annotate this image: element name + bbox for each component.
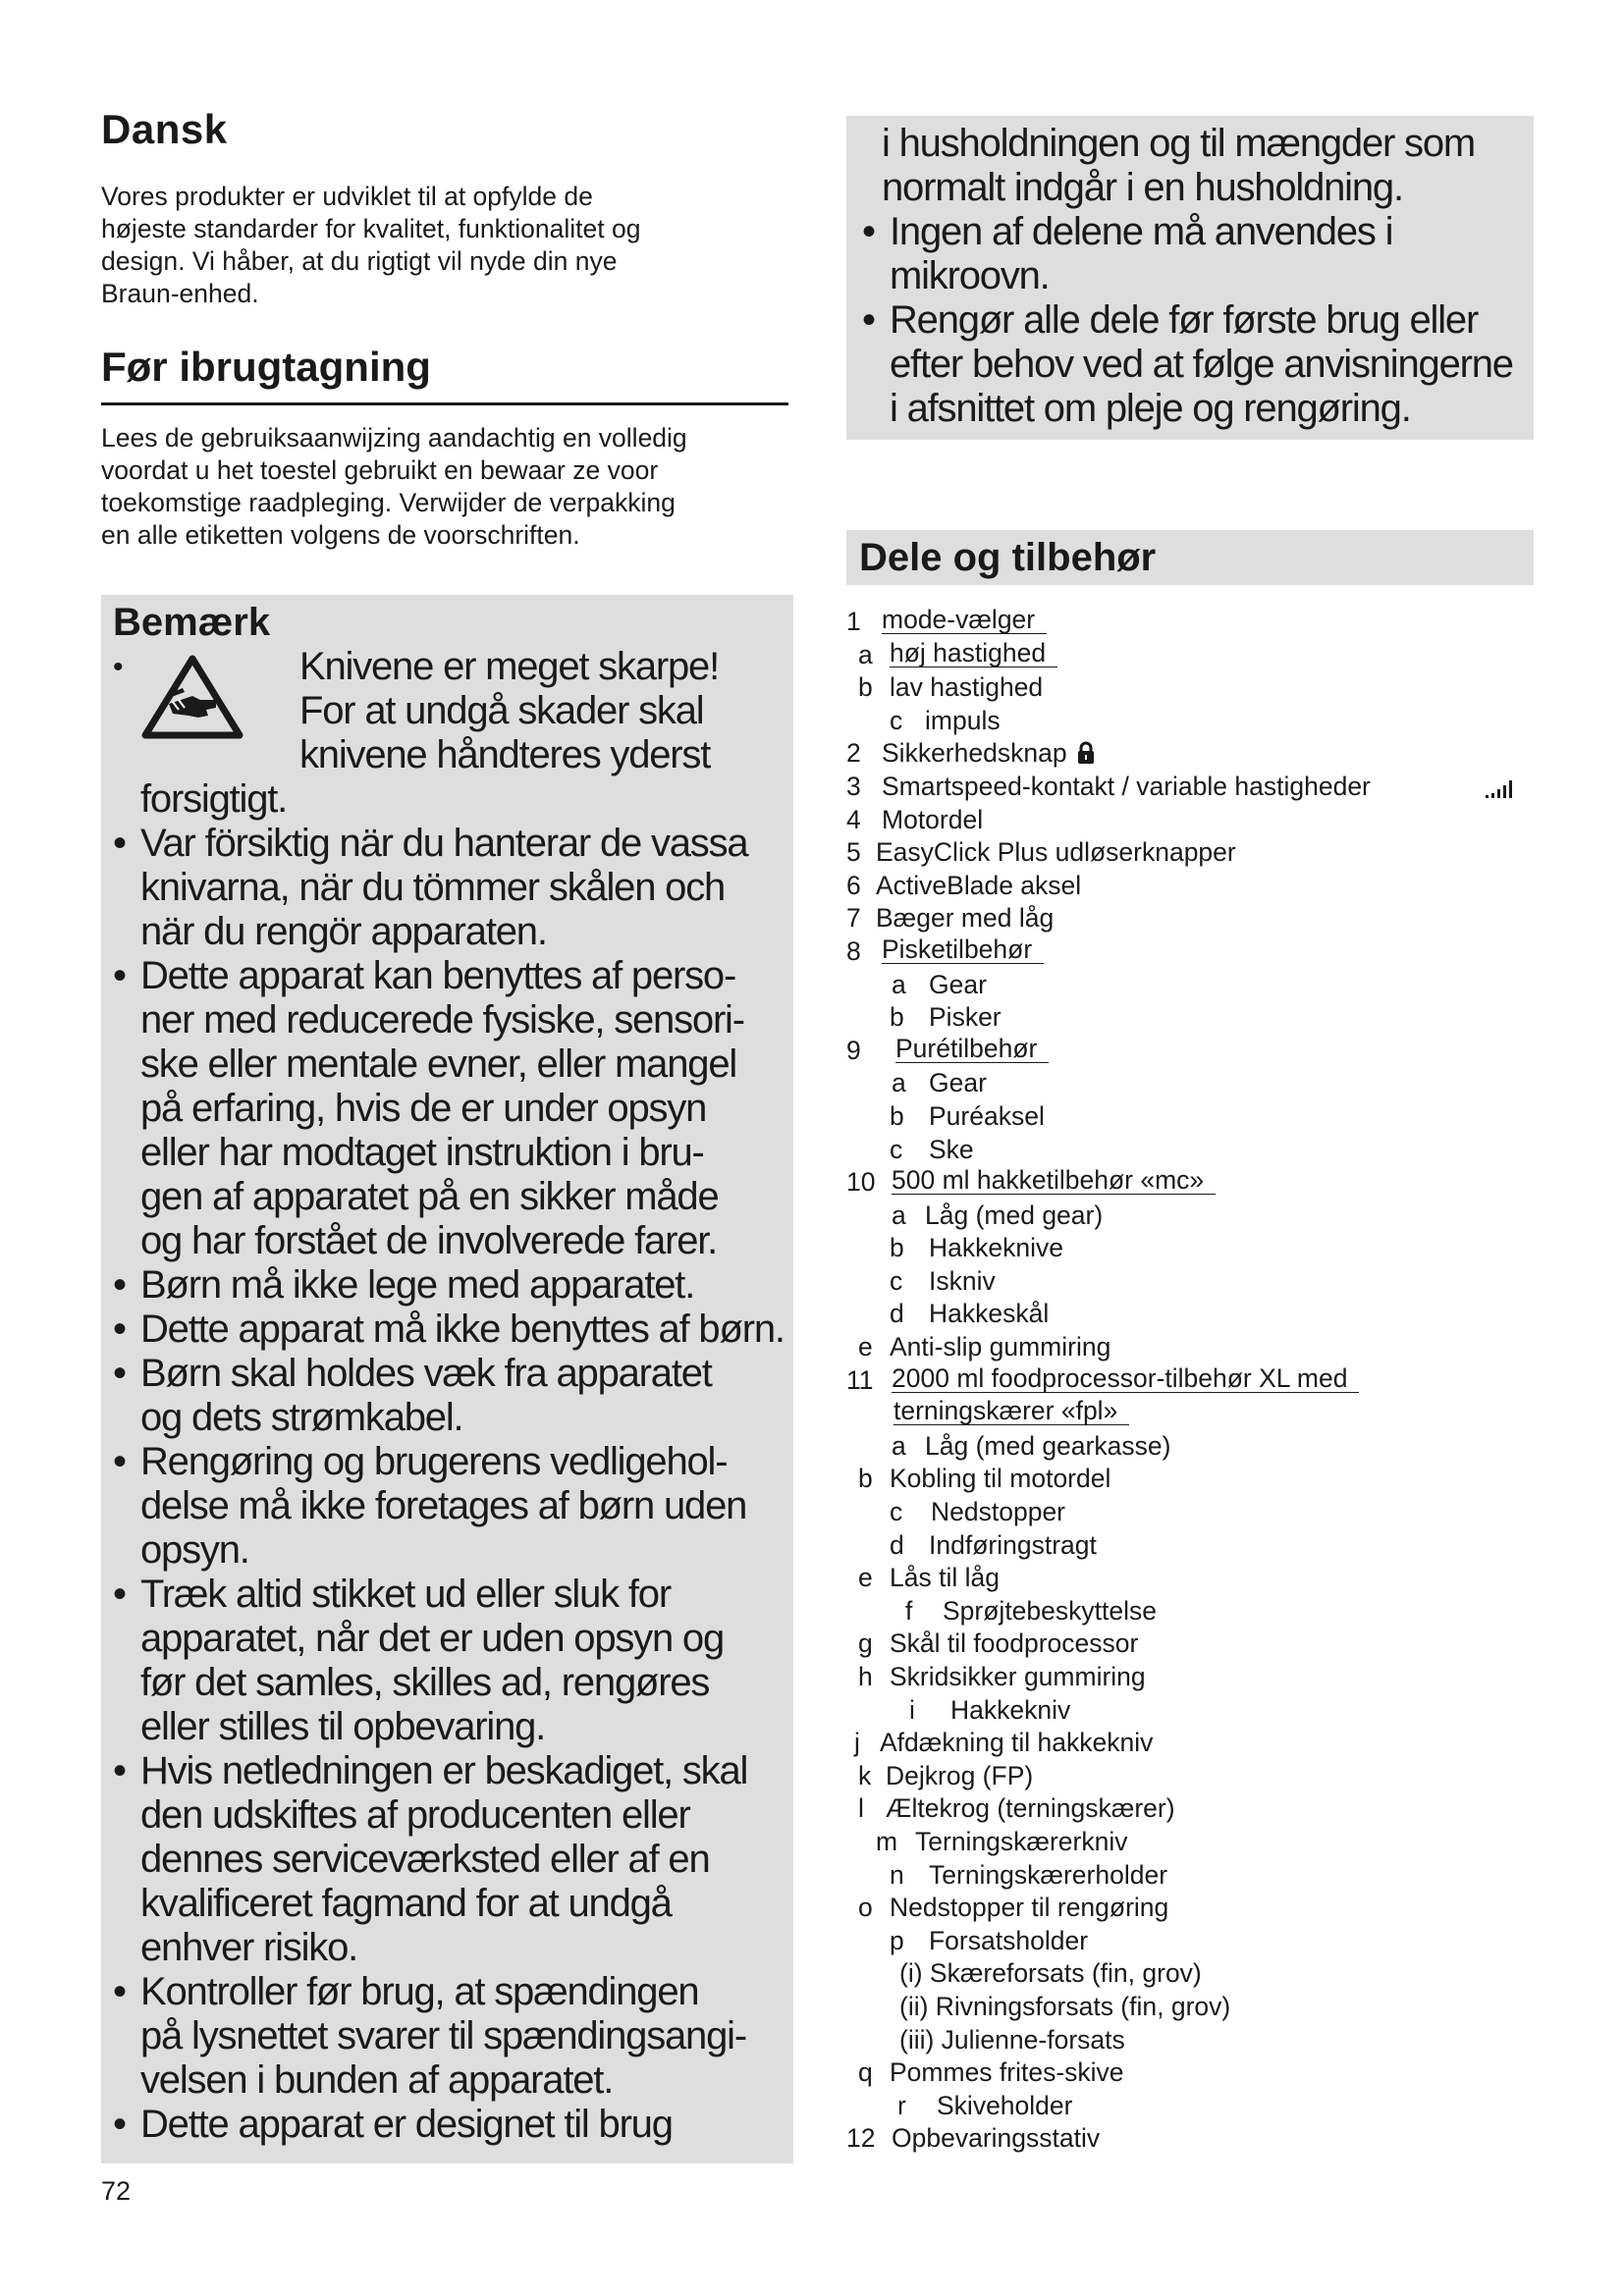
- part-name: 2000 ml foodprocessor-tilbehør XL med: [892, 1364, 1359, 1393]
- part-name: mode-vælger: [882, 606, 1047, 634]
- warning-text-continued: forsigtigt.: [140, 777, 288, 821]
- parts-list-item: [846, 671, 1553, 705]
- parts-list-item: [846, 771, 1553, 804]
- part-name: Terningskærerholder: [929, 1859, 1168, 1890]
- parts-list-item: [846, 1562, 1553, 1595]
- warning-item: • Børn skal holdes væk fra apparatet og dets strømkabel.: [113, 1352, 790, 1440]
- warning-list: [113, 645, 790, 2147]
- part-label: 12: [846, 2123, 876, 2154]
- part-label: j: [854, 1728, 860, 1758]
- part-name: Forsatsholder: [929, 1925, 1089, 1955]
- part-label: a: [892, 1200, 906, 1230]
- parts-list-item: [846, 1232, 1553, 1265]
- parts-list-item: [846, 1463, 1553, 1496]
- parts-list-item: [846, 2122, 1553, 2156]
- part-label: r: [897, 2090, 906, 2120]
- bullet: •: [113, 651, 124, 683]
- parts-list-item: [846, 836, 1553, 870]
- parts-list-item: [846, 1661, 1553, 1694]
- parts-list-item: [846, 1628, 1553, 1661]
- lock-icon: [1077, 740, 1095, 774]
- part-label: p: [890, 1925, 904, 1955]
- part-name: Anti-slip gummiring: [890, 1332, 1111, 1362]
- parts-list-item: [846, 1001, 1553, 1035]
- part-name: Gear: [929, 1068, 987, 1098]
- parts-list-item: [846, 1496, 1553, 1529]
- parts-list-item: [846, 1265, 1553, 1299]
- part-name: Æltekrog (terningskærer): [886, 1793, 1175, 1824]
- speed-bars-icon: [1485, 774, 1518, 808]
- part-name: Hakkeknive: [929, 1233, 1063, 1263]
- warning-item: • Dette apparat kan benyttes af perso- ner med reducerede fysiske, sensori- ske eller mentale evner, eller mangel på erfaring, hvis de er under opsyn eller har modtaget instruktion i bru- gen af apparatet på en sikker måde og har forstået de involverede farer.: [113, 954, 790, 1263]
- part-name: Purétilbehør: [895, 1035, 1049, 1063]
- parts-list-item: [846, 1331, 1553, 1364]
- continued-note-text: Ingen af delene må anvendes i mikroovn.: [890, 210, 1393, 297]
- parts-list-item: [846, 1430, 1553, 1464]
- parts-list-item: [846, 1792, 1553, 1826]
- part-label: 9: [846, 1035, 861, 1065]
- parts-list-item: [846, 737, 1553, 771]
- part-label: c: [890, 1497, 903, 1527]
- part-label: e: [858, 1332, 873, 1362]
- part-label: o: [858, 1893, 873, 1923]
- part-label: 2: [846, 738, 861, 769]
- parts-list-item: [846, 1957, 1553, 1991]
- parts-list-item: [846, 1694, 1553, 1728]
- parts-list-item: [846, 1397, 1553, 1430]
- part-name: Smartspeed-kontakt / variable hastigheder: [882, 771, 1371, 801]
- part-label: b: [858, 672, 873, 703]
- parts-list-item: [846, 1298, 1553, 1331]
- part-name: Låg (med gearkasse): [925, 1430, 1171, 1461]
- continued-note-text: Rengør alle dele før første brug eller efter behov ved at følge anvisningerne i afsnittet om pleje og rengøring.: [890, 298, 1513, 430]
- part-label: h: [858, 1662, 873, 1691]
- section-paragraph: Lees de gebruiksaanwijzing aandachtig en volledig voordat u het toestel gebruikt en bewaar ze voor toekomstige raadpleging. Verwijder de verpakking en alle etiketten volgens de voorschriften.: [101, 423, 687, 550]
- part-name: lav hastighed: [890, 672, 1044, 703]
- continued-note-list: [862, 122, 1530, 431]
- part-name: Gear: [929, 969, 987, 999]
- parts-list-item: [846, 1067, 1553, 1100]
- part-label: a: [892, 1430, 906, 1461]
- part-name: ActiveBlade aksel: [876, 870, 1082, 900]
- warning-item: • Dette apparat må ikke benyttes af børn.: [113, 1308, 790, 1352]
- parts-list-item: [846, 902, 1553, 935]
- warning-item: • Dette apparat er designet til brug: [113, 2103, 790, 2147]
- continued-note-item: [862, 122, 1530, 210]
- part-label: b: [890, 1233, 904, 1263]
- part-name: Motordel: [882, 804, 984, 834]
- parts-list-item: [846, 1826, 1553, 1859]
- part-name: Låg (med gear): [925, 1200, 1104, 1230]
- parts-list-item: [846, 2090, 1553, 2123]
- intro-paragraph: Vores produkter er udviklet til at opfylde de højeste standarder for kvalitet, funktionalitet og design. Vi håber, at du rigtigt vil nyde din nye Braun-enhed.: [101, 182, 641, 308]
- parts-list-item: [846, 969, 1553, 1002]
- parts-list-item: [846, 1364, 1553, 1398]
- part-name: terningskærer «fpl»: [893, 1397, 1129, 1425]
- part-name: 500 ml hakketilbehør «mc»: [892, 1166, 1216, 1195]
- continued-note-item: [862, 298, 1530, 431]
- part-label: a: [892, 1068, 906, 1098]
- part-name: impuls: [925, 705, 1001, 735]
- part-name: Dejkrog (FP): [886, 1760, 1034, 1790]
- language-heading: Dansk: [101, 106, 228, 152]
- part-name: Iskniv: [929, 1265, 996, 1296]
- parts-list-item: [846, 1035, 1553, 1068]
- part-label: l: [858, 1793, 864, 1824]
- parts-list-item: [846, 1134, 1553, 1167]
- warning-item: • Hvis netledningen er beskadiget, skal den udskiftes af producenten eller dennes serviceværksted eller af en kvalificeret fagmand for at undgå enhver risiko.: [113, 1749, 790, 1970]
- part-label: c: [890, 705, 903, 735]
- part-name: Nedstopper til rengøring: [890, 1893, 1169, 1923]
- part-label: d: [890, 1299, 904, 1329]
- part-name: Pommes frites-skive: [890, 2057, 1124, 2088]
- part-label: 10: [846, 1167, 876, 1198]
- part-label: d: [890, 1529, 904, 1560]
- part-name: Bæger med låg: [876, 903, 1055, 934]
- part-label: b: [890, 1002, 904, 1033]
- part-name: Opbevaringsstativ: [892, 2123, 1101, 2154]
- parts-list-item: [846, 1859, 1553, 1893]
- part-name: Hakkeskål: [929, 1299, 1050, 1329]
- continued-note-item: [862, 210, 1530, 298]
- part-label: q: [858, 2057, 873, 2088]
- part-name: EasyClick Plus udløserknapper: [876, 837, 1236, 868]
- parts-list-item: [846, 1200, 1553, 1233]
- part-label: k: [858, 1760, 872, 1790]
- part-name: Lås til låg: [890, 1563, 1000, 1593]
- parts-list-item: [846, 2056, 1553, 2090]
- bullet: •: [862, 298, 875, 342]
- parts-list-item: [846, 1595, 1553, 1629]
- parts-list-item: [846, 935, 1553, 969]
- parts-list-item: [846, 870, 1553, 903]
- warning-item: • Børn må ikke lege med apparatet.: [113, 1263, 790, 1308]
- part-name: Nedstopper: [931, 1497, 1066, 1527]
- parts-list-item: [846, 1991, 1553, 2024]
- parts-list-item: [846, 1925, 1553, 1958]
- part-label: a: [892, 969, 906, 999]
- sharp-blade-warning-icon: [139, 653, 245, 748]
- part-label: c: [890, 1265, 903, 1296]
- part-name: Indføringstragt: [929, 1529, 1097, 1560]
- part-name: (i) Skæreforsats (fin, grov): [899, 1958, 1202, 1989]
- note-title: Bemærk: [113, 601, 271, 644]
- bullet: •: [862, 210, 875, 253]
- part-label: n: [890, 1859, 904, 1890]
- parts-list-item: [846, 1100, 1553, 1134]
- part-name: Kobling til motordel: [890, 1464, 1111, 1494]
- part-name: Ske: [929, 1134, 974, 1164]
- part-label: 4: [846, 804, 861, 834]
- warning-item: • Kontroller før brug, at spændingen på lysnettet svarer til spændingsangi- velsen i bunden af apparatet.: [113, 1970, 790, 2103]
- part-label: 3: [846, 771, 861, 801]
- part-label: g: [858, 1629, 873, 1659]
- warning-item: • Træk altid stikket ud eller sluk for apparatet, når det er uden opsyn og før det samles, skilles ad, rengøres eller stilles til opbevaring.: [113, 1573, 790, 1749]
- parts-list-item: [846, 606, 1553, 639]
- part-label: a: [858, 639, 873, 669]
- parts-list-item: [846, 705, 1553, 738]
- parts-list-item: [846, 1760, 1553, 1793]
- part-label: b: [890, 1100, 904, 1131]
- part-label: b: [858, 1464, 873, 1494]
- part-label: e: [858, 1563, 873, 1593]
- warning-text: Knivene er meget skarpe! For at undgå skader skal knivene håndteres yderst: [299, 645, 720, 776]
- part-name: Hakkekniv: [950, 1694, 1071, 1725]
- part-name: Sprøjtebeskyttelse: [943, 1595, 1157, 1626]
- part-label: m: [876, 1826, 898, 1856]
- parts-list-item: [846, 1166, 1553, 1200]
- part-label: c: [890, 1134, 903, 1164]
- part-label: 8: [846, 935, 861, 966]
- part-label: f: [905, 1595, 913, 1626]
- part-label: i: [909, 1694, 915, 1725]
- part-name: (ii) Rivningsforsats (fin, grov): [899, 1991, 1231, 2021]
- part-name: Puréaksel: [929, 1100, 1045, 1131]
- warning-item: • Var försiktig när du hanterar de vassa knivarna, när du tömmer skålen och när du rengör apparaten.: [113, 822, 790, 954]
- part-name: Pisketilbehør: [882, 935, 1044, 964]
- part-label: 6: [846, 870, 861, 900]
- part-label: 7: [846, 903, 861, 934]
- parts-list-item: [846, 639, 1553, 672]
- part-name: Skridsikker gummiring: [890, 1662, 1146, 1691]
- part-name: Pisker: [929, 1002, 1001, 1033]
- parts-list-item: [846, 804, 1553, 837]
- page-number: 72: [101, 2176, 132, 2206]
- part-name: Skiveholder: [937, 2090, 1073, 2120]
- parts-list-item: [846, 1529, 1553, 1563]
- warning-item: • Rengøring og brugerens vedligehol- delse må ikke foretages af børn uden opsyn.: [113, 1440, 790, 1573]
- parts-title: Dele og tilbehør: [859, 536, 1157, 579]
- part-name: høj hastighed: [890, 639, 1057, 667]
- continued-note-text: i husholdningen og til mængder som normalt indgår i en husholdning.: [882, 122, 1476, 209]
- warning-item-knives: [113, 645, 790, 777]
- part-name: Afdækning til hakkekniv: [880, 1728, 1154, 1758]
- part-label: 5: [846, 837, 861, 868]
- parts-list-item: [846, 1727, 1553, 1760]
- section-title: Før ibrugtagning: [101, 344, 788, 405]
- part-label: 1: [846, 607, 861, 636]
- warning-items: [113, 822, 790, 2147]
- part-name: Sikkerhedsknap: [882, 737, 1095, 774]
- part-name: Terningskærerkniv: [915, 1826, 1128, 1856]
- part-label: 11: [846, 1364, 874, 1395]
- part-name: Skål til foodprocessor: [890, 1629, 1139, 1659]
- parts-list-item: [846, 1892, 1553, 1925]
- parts-list: [846, 606, 1553, 2156]
- part-name: (iii) Julienne-forsats: [899, 2024, 1125, 2055]
- parts-list-item: [846, 2024, 1553, 2057]
